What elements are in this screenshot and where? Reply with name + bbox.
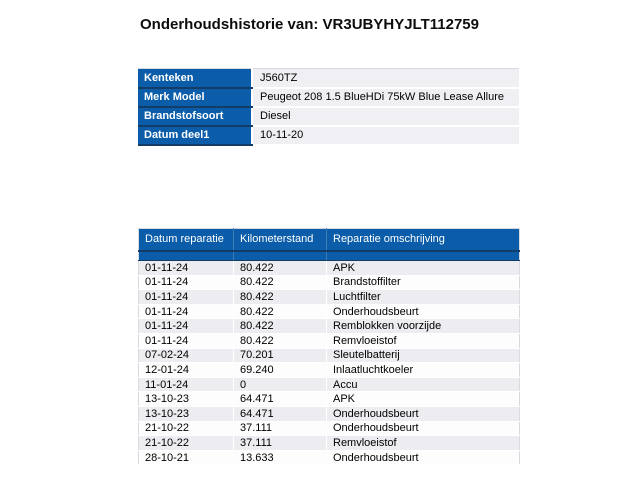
vehicle-row-label: Brandstofsoort [138,107,252,126]
table-row [139,319,520,334]
history-header-spacer-cell [139,251,234,261]
table-cell: 70.201 [234,348,327,363]
vehicle-row-value: Peugeot 208 1.5 BlueHDi 75kW Blue Lease Allure [252,88,519,107]
table-row [139,450,520,465]
table-cell: 01-11-24 [139,261,234,276]
vehicle-info-table [138,68,519,146]
table-cell: APK [327,261,520,276]
vehicle-row-label: Kenteken [138,69,252,88]
table-cell: 01-11-24 [139,290,234,305]
table-cell: 13.633 [234,450,327,465]
table-row [139,290,520,305]
table-cell: 13-10-23 [139,392,234,407]
table-row [139,406,520,421]
table-cell: Luchtfilter [327,290,520,305]
table-cell: Remvloeistof [327,436,520,451]
table-cell: Remvloeistof [327,333,520,348]
table-cell: 01-11-24 [139,304,234,319]
history-header-row [139,229,520,251]
table-row [139,261,520,276]
table-cell: 01-11-24 [139,319,234,334]
table-cell: Remblokken voorzijde [327,319,520,334]
vehicle-row-value: Diesel [252,107,519,126]
table-cell: 64.471 [234,392,327,407]
table-cell: 64.471 [234,406,327,421]
table-cell: 11-01-24 [139,377,234,392]
table-cell: 21-10-22 [139,421,234,436]
vehicle-row [138,69,519,88]
table-row [139,348,520,363]
history-header-spacer-row [139,251,520,261]
table-cell: 80.422 [234,333,327,348]
table-cell: 80.422 [234,319,327,334]
table-cell: Sleutelbatterij [327,348,520,363]
vehicle-row-label: Merk Model [138,88,252,107]
table-cell: Inlaatluchtkoeler [327,363,520,378]
table-cell: Onderhoudsbeurt [327,450,520,465]
table-cell: 13-10-23 [139,406,234,421]
table-cell: Onderhoudsbeurt [327,304,520,319]
table-cell: 07-02-24 [139,348,234,363]
history-column-header: Kilometerstand [234,229,327,251]
history-table-body [139,261,520,465]
table-row [139,363,520,378]
table-cell: Accu [327,377,520,392]
table-cell: Onderhoudsbeurt [327,406,520,421]
table-cell: 28-10-21 [139,450,234,465]
table-cell: 12-01-24 [139,363,234,378]
table-cell: 37.111 [234,421,327,436]
vehicle-row-value: 10-11-20 [252,126,519,145]
table-cell: 37.111 [234,436,327,451]
table-row [139,377,520,392]
history-header-spacer-cell [327,251,520,261]
vehicle-row [138,88,519,107]
maintenance-history-table [138,228,520,465]
vehicle-row [138,126,519,145]
table-cell: 01-11-24 [139,275,234,290]
history-column-header: Datum reparatie [139,229,234,251]
table-cell: Onderhoudsbeurt [327,421,520,436]
table-cell: 69.240 [234,363,327,378]
vehicle-row-value: J560TZ [252,69,519,88]
table-cell: 80.422 [234,290,327,305]
vehicle-row [138,107,519,126]
table-cell: 01-11-24 [139,333,234,348]
table-cell: 80.422 [234,275,327,290]
vehicle-row-label: Datum deel1 [138,126,252,145]
table-cell: APK [327,392,520,407]
table-cell: 80.422 [234,261,327,276]
table-cell: 21-10-22 [139,436,234,451]
table-cell: 0 [234,377,327,392]
table-cell: 80.422 [234,304,327,319]
table-row [139,392,520,407]
table-row [139,333,520,348]
page-title: Onderhoudshistorie van: VR3UBYHYJLT112759 [140,16,479,34]
table-row [139,436,520,451]
table-row [139,421,520,436]
history-column-header: Reparatie omschrijving [327,229,520,251]
table-cell: Brandstoffilter [327,275,520,290]
history-table-head [139,229,520,261]
history-header-spacer-cell [234,251,327,261]
vehicle-table-body [138,69,519,145]
table-row [139,304,520,319]
table-row [139,275,520,290]
